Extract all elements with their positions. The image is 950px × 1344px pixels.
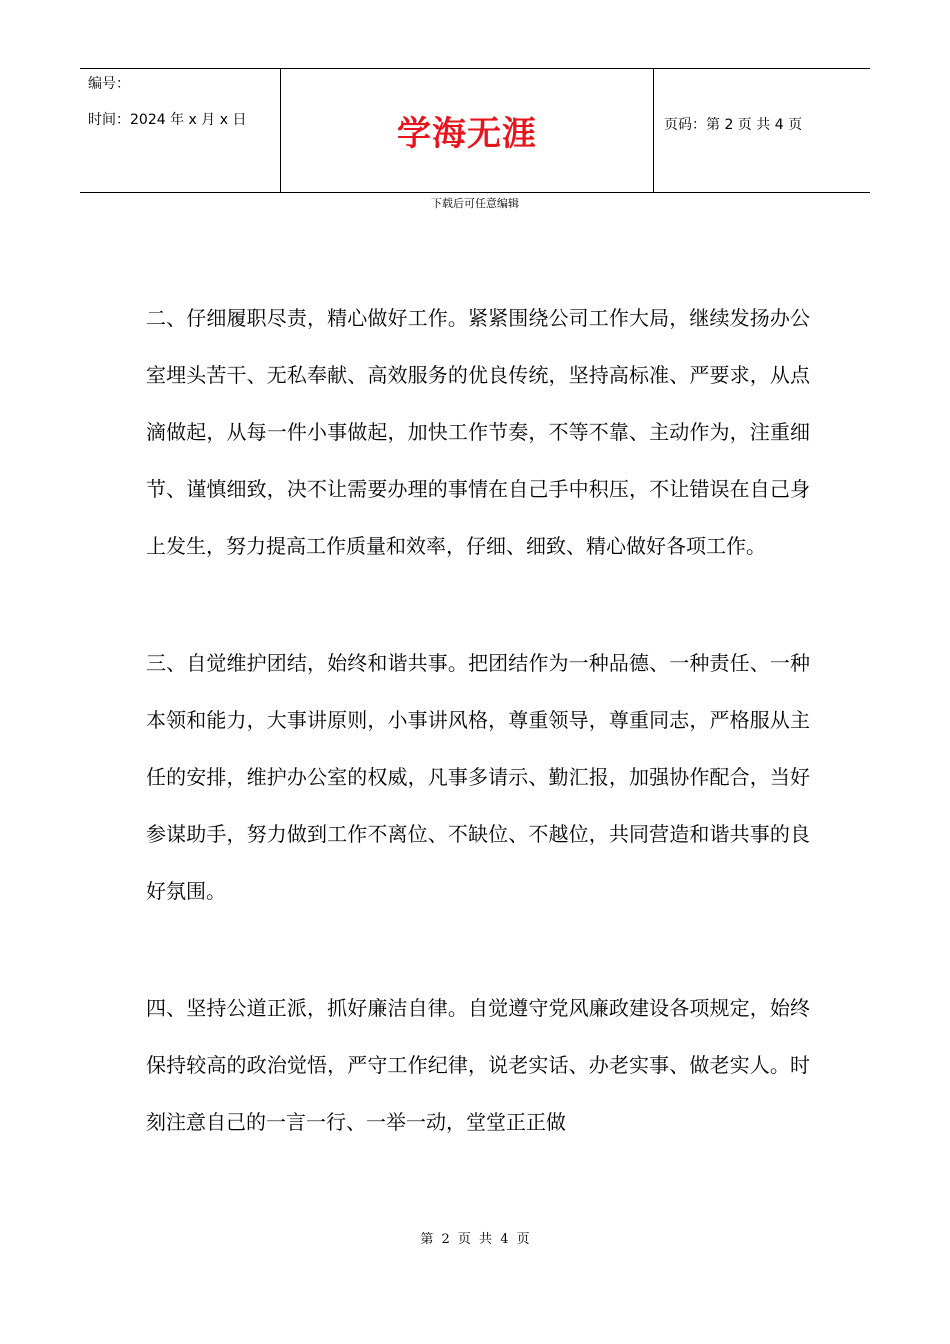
page-number-label: 页码：第 2 页 共 4 页 bbox=[664, 117, 803, 133]
header-brand-cell bbox=[281, 69, 654, 192]
document-header bbox=[80, 68, 870, 193]
paragraph-two: 二、仔细履职尽责，精心做好工作。紧紧围绕公司工作大局，继续发扬办公室埋头苦干、无私奉献、高效服务的优良传统，坚持高标准、严要求，从点滴做起，从每一件小事做起，加快工作节奏，不等不靠、主动作为，注重细节、谨慎细致，决不让需要办理的事情在自己手中积压，不让错误在自己身上发生，努力提高工作质量和效率，仔细、细致、精心做好各项工作。 bbox=[146, 306, 810, 558]
serial-number-label: 编号： bbox=[88, 76, 130, 92]
header-page-cell bbox=[654, 69, 870, 192]
document-body bbox=[146, 290, 810, 1211]
paragraph-four: 四、坚持公道正派，抓好廉洁自律。自觉遵守党风廉政建设各项规定，始终保持较高的政治觉悟，严守工作纪律，说老实话、办老实事、做老实人。时刻注意自己的一言一行、一举一动，堂堂正正做 bbox=[146, 996, 810, 1134]
brand-title: 学海无涯 bbox=[397, 114, 537, 154]
paragraph-three: 三、自觉维护团结，始终和谐共事。把团结作为一种品德、一种责任、一种本领和能力，大事讲原则，小事讲风格，尊重领导，尊重同志，严格服从主任的安排，维护办公室的权威，凡事多请示、勤汇报，加强协作配合，当好参谋助手，努力做到工作不离位、不缺位、不越位，共同营造和谐共事的良好氛围。 bbox=[146, 651, 810, 903]
date-label: 时间：2024 年 x 月 x 日 bbox=[88, 112, 247, 128]
page-footer: 第 2 页 共 4 页 bbox=[420, 1232, 530, 1247]
header-meta-cell bbox=[80, 69, 281, 192]
editable-note: 下载后可任意编辑 bbox=[431, 197, 519, 210]
